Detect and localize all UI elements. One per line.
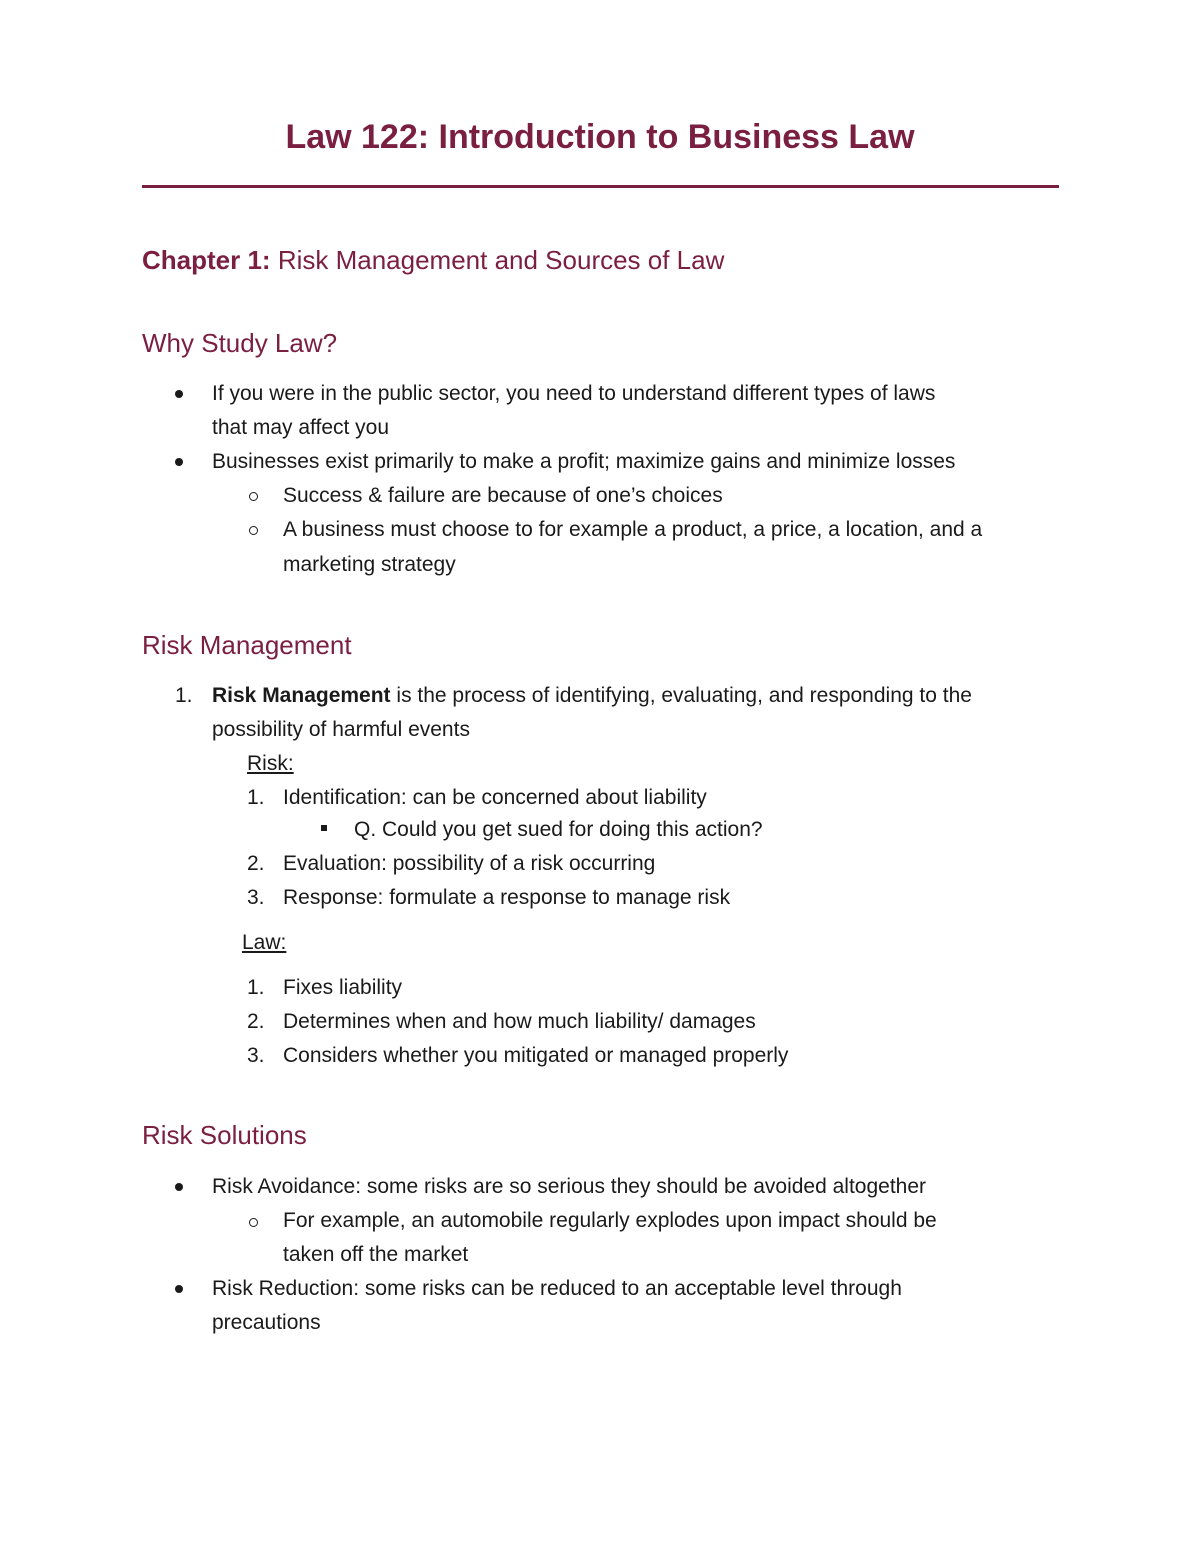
term-risk-management: Risk Management — [212, 684, 391, 707]
law-item: Determines when and how much liability/ damages — [283, 1010, 756, 1033]
law-label: Law: — [242, 931, 287, 954]
numbered-item — [212, 682, 972, 710]
sub-list-item: Success & failure are because of one’s choices — [283, 484, 723, 507]
law-item: Considers whether you mitigated or managed properly — [283, 1044, 789, 1067]
list-number: 2. — [247, 1010, 265, 1033]
risk-item-response: Response: formulate a response to manage risk — [283, 886, 731, 909]
title-divider — [142, 185, 1059, 188]
heading-risk-solutions: Risk Solutions — [142, 1120, 307, 1150]
risk-item-evaluation: Evaluation: possibility of a risk occurring — [283, 852, 656, 875]
list-item: Businesses exist primarily to make a profit; maximize gains and minimize losses — [212, 450, 956, 473]
sub-sub-list-item: Q. Could you get sued for doing this action? — [354, 818, 763, 841]
sub-list-item: For example, an automobile regularly explodes upon impact should be — [283, 1209, 937, 1232]
list-number: 3. — [247, 886, 265, 909]
definition-text: is the process of identifying, evaluating, and responding to the — [390, 684, 972, 707]
square-bullet-icon — [321, 825, 327, 831]
list-number: 1. — [247, 786, 265, 809]
sub-list-item: A business must choose to for example a product, a price, a location, and a — [283, 518, 983, 541]
list-item: If you were in the public sector, you need to understand different types of laws — [212, 382, 936, 405]
list-number: 3. — [247, 1044, 265, 1067]
risk-item-identification: Identification: can be concerned about liability — [283, 786, 707, 809]
circle-bullet-icon — [249, 492, 258, 501]
list-number: 1. — [175, 684, 193, 707]
bullet-icon — [175, 458, 183, 466]
list-item-continuation: precautions — [212, 1311, 321, 1334]
list-item: Risk Avoidance: some risks are so serious they should be avoided altogether — [212, 1175, 927, 1198]
sub-list-item-continuation: taken off the market — [283, 1243, 469, 1266]
bullet-icon — [175, 1285, 183, 1293]
law-item: Fixes liability — [283, 976, 403, 999]
chapter-label: Chapter 1: — [142, 245, 271, 275]
sub-list-item-continuation: marketing strategy — [283, 553, 456, 576]
heading-risk-management: Risk Management — [142, 630, 352, 660]
chapter-title: Risk Management and Sources of Law — [277, 245, 725, 275]
list-number: 2. — [247, 852, 265, 875]
list-item: Risk Reduction: some risks can be reduced to an acceptable level through — [212, 1277, 902, 1300]
circle-bullet-icon — [249, 1218, 258, 1227]
list-item-continuation: that may affect you — [212, 416, 390, 439]
risk-label: Risk: — [247, 752, 294, 775]
document-title: Law 122: Introduction to Business Law — [285, 118, 915, 156]
chapter-heading — [142, 245, 724, 276]
bullet-icon — [175, 390, 183, 398]
bullet-icon — [175, 1183, 183, 1191]
circle-bullet-icon — [249, 526, 258, 535]
numbered-item-continuation: possibility of harmful events — [212, 718, 470, 741]
heading-why-study-law: Why Study Law? — [142, 328, 338, 358]
list-number: 1. — [247, 976, 265, 999]
